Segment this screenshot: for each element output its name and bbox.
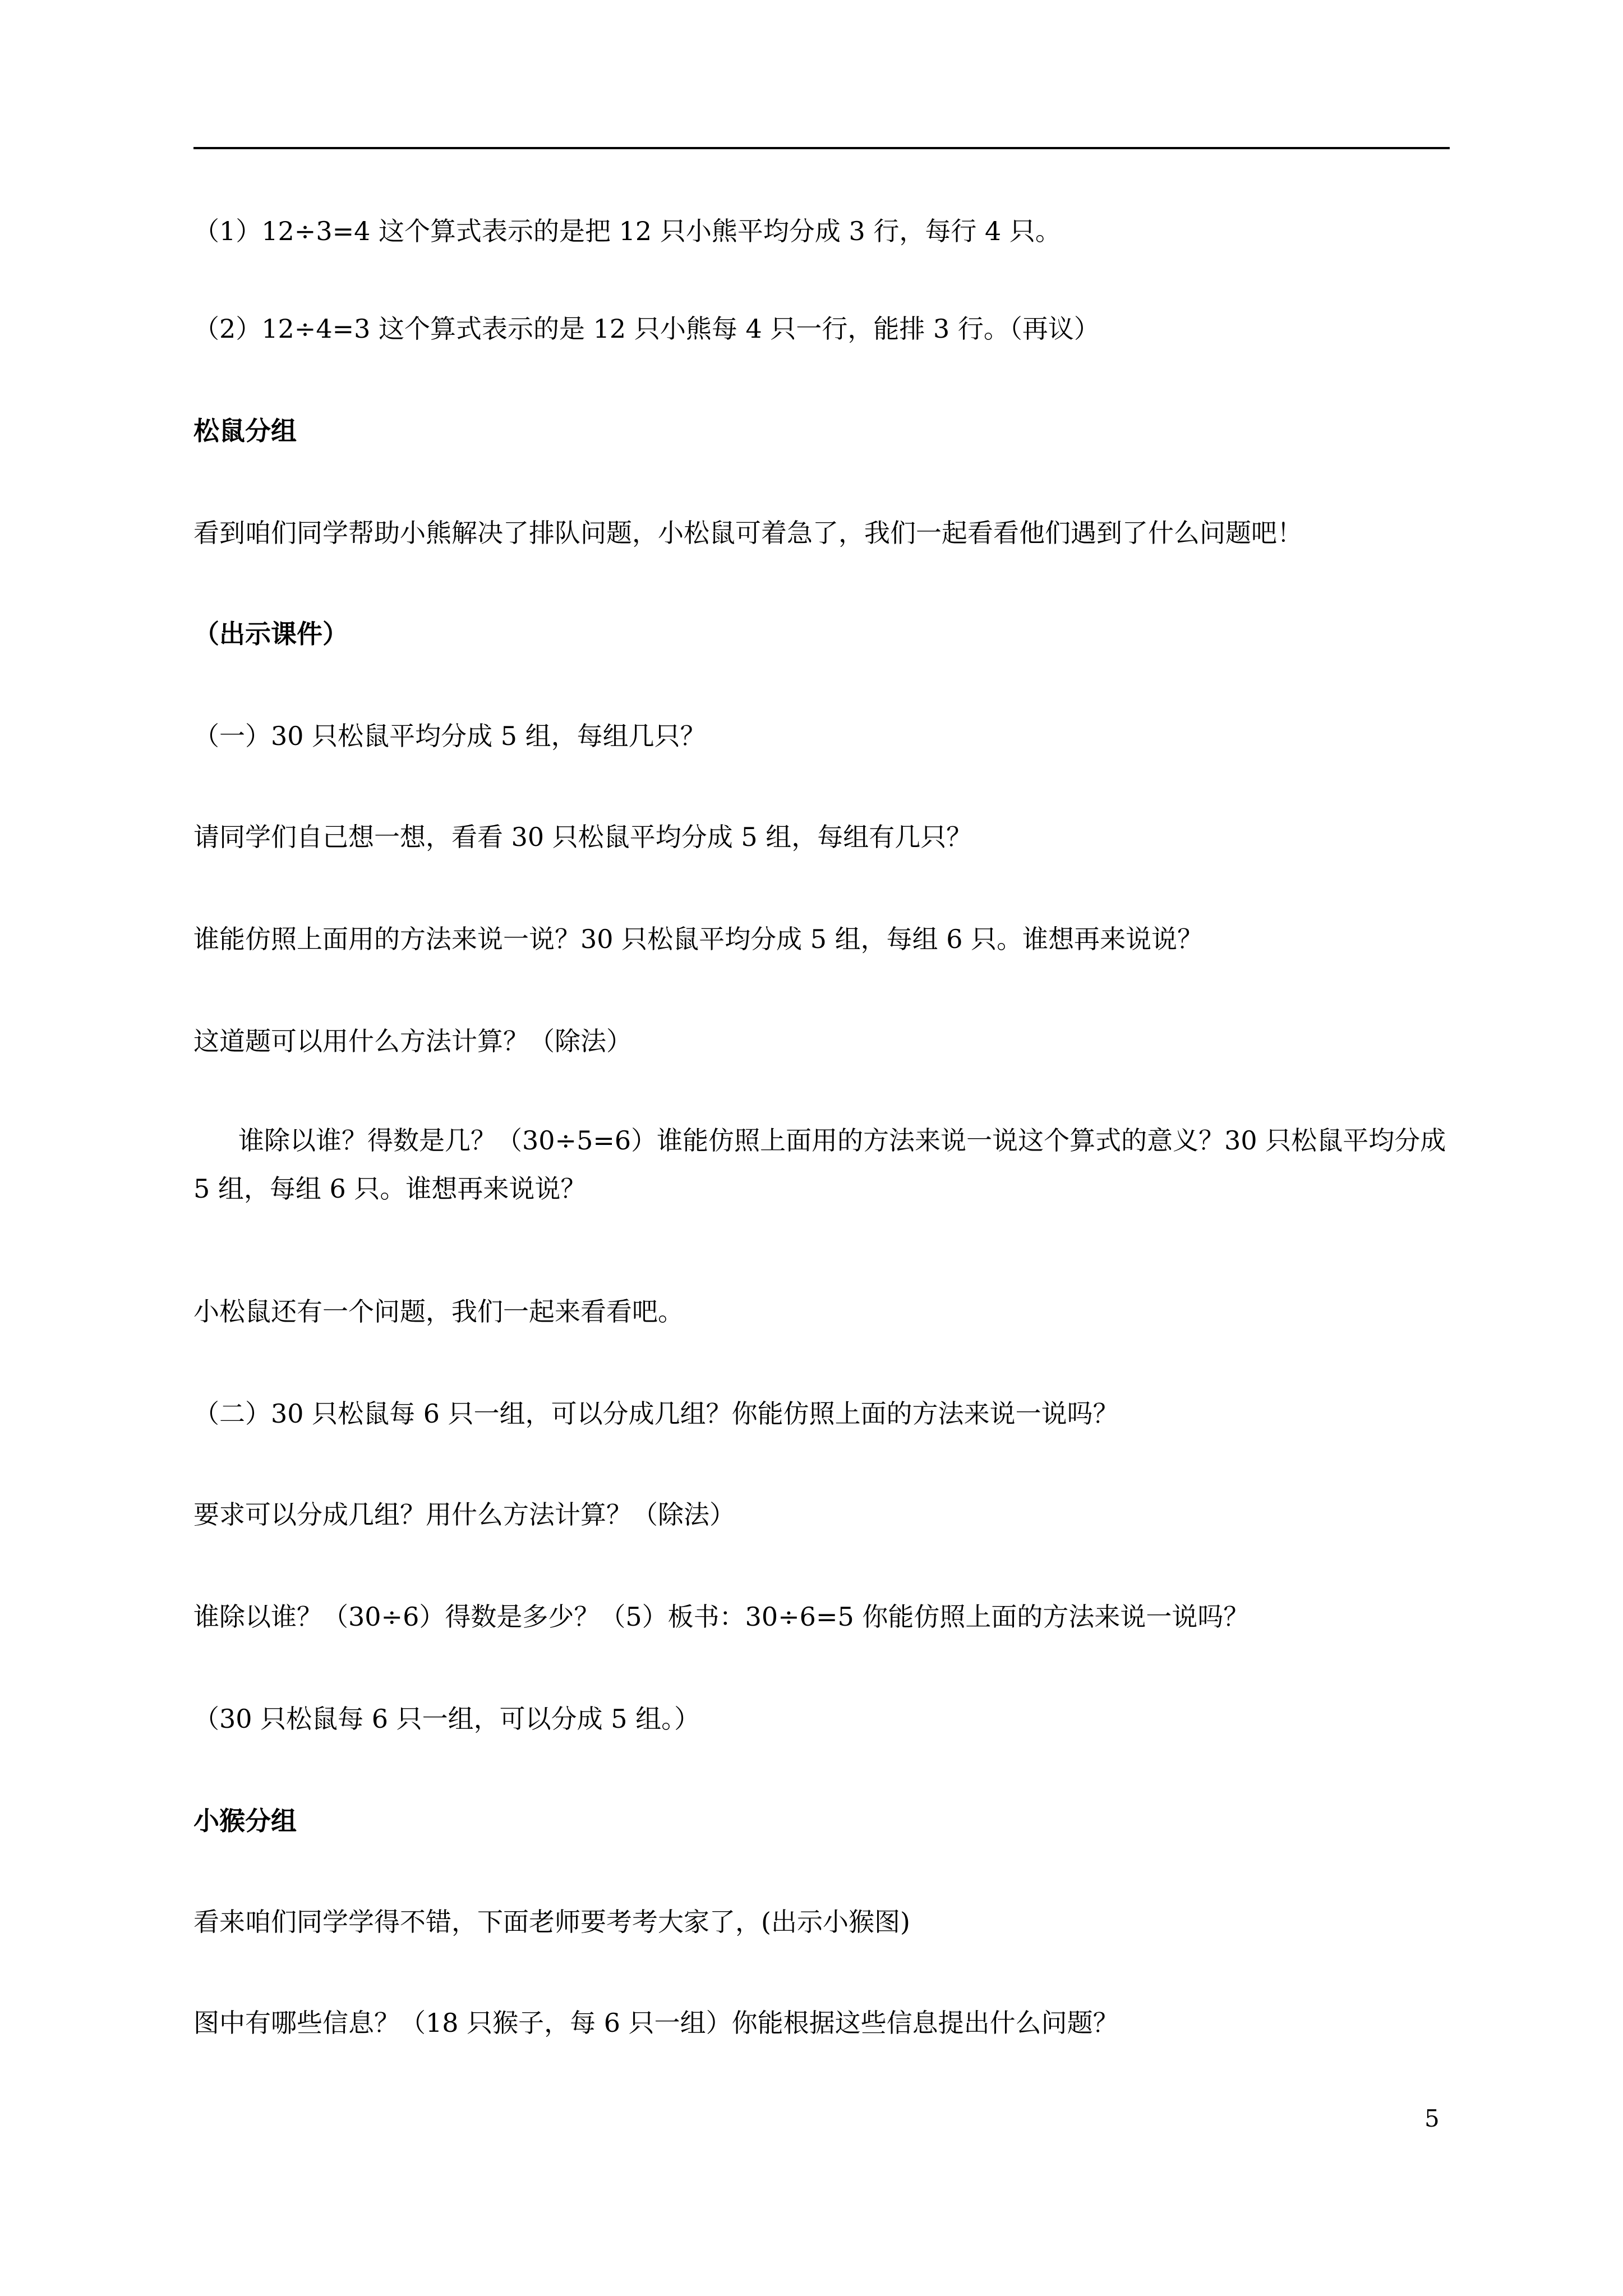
section-heading-squirrel: 松鼠分组 (193, 416, 297, 446)
paragraph-2: （2）12÷4=3 这个算式表示的是 12 只小熊每 4 只一行，能排 3 行。（再议） (193, 314, 1100, 344)
paragraph-courseware: （出示课件） (193, 619, 348, 649)
paragraph-12: 看来咱们同学学得不错，下面老师要考考大家了，(出示小猴图) (193, 1907, 910, 1937)
paragraph-8: 小松鼠还有一个问题，我们一起来看看吧。 (193, 1296, 684, 1327)
paragraph-5: 谁能仿照上面用的方法来说一说？30 只松鼠平均分成 5 组，每组 6 只。谁想再来说说？ (193, 924, 1204, 954)
header-rule (193, 147, 1450, 149)
paragraph-10: 谁除以谁？（30÷6）得数是多少？（5）板书：30÷6=5 你能仿照上面的方法来说一说吗？ (193, 1602, 1249, 1632)
paragraph-1: （1）12÷3=4 这个算式表示的是把 12 只小熊平均分成 3 行，每行 4 只。 (193, 216, 1061, 246)
paragraph-4: 请同学们自己想一想，看看 30 只松鼠平均分成 5 组，每组有几只？ (193, 822, 972, 852)
paragraph-7: 谁除以谁？得数是几？（30÷5=6）谁能仿照上面用的方法来说一说这个算式的意义？30 只松鼠平均分成 5 组，每组 6 只。谁想再来说说？ (193, 1125, 1446, 1204)
paragraph-3: 看到咱们同学帮助小熊解决了排队问题，小松鼠可着急了，我们一起看看他们遇到了什么问题吧！ (193, 518, 1303, 548)
page-number: 5 (1424, 2105, 1440, 2132)
paragraph-11: （30 只松鼠每 6 只一组，可以分成 5 组。） (193, 1704, 700, 1734)
paragraph-question-1: （一）30 只松鼠平均分成 5 组，每组几只？ (193, 721, 706, 751)
paragraph-13: 图中有哪些信息？（18 只猴子，每 6 只一组）你能根据这些信息提出什么问题？ (193, 2008, 1119, 2038)
paragraph-6: 这道题可以用什么方法计算？（除法） (193, 1026, 632, 1056)
section-heading-monkey: 小猴分组 (193, 1806, 297, 1836)
paragraph-question-2: （二）30 只松鼠每 6 只一组，可以分成几组？你能仿照上面的方法来说一说吗？ (193, 1398, 1119, 1429)
paragraph-9: 要求可以分成几组？用什么方法计算？（除法） (193, 1499, 735, 1530)
